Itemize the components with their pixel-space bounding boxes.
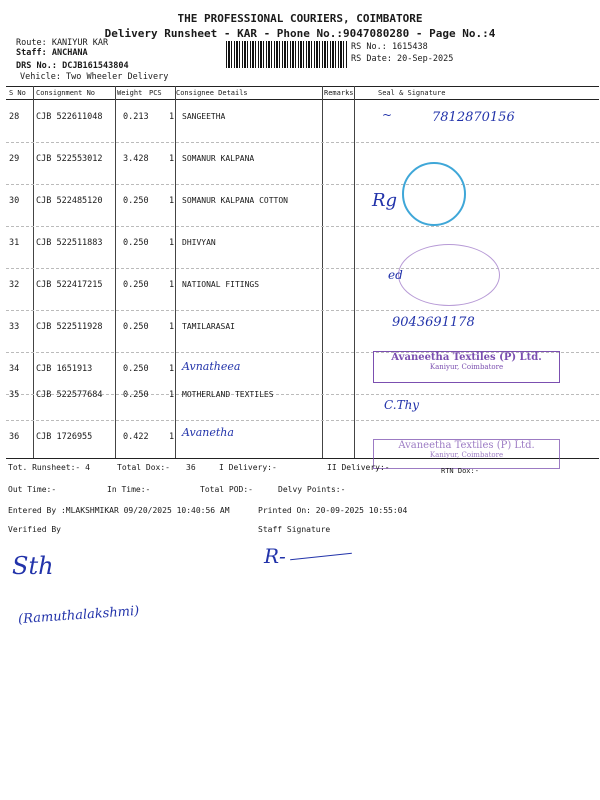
row-consignee: TAMILARASAI	[182, 322, 235, 331]
company-seal-stamp	[373, 351, 560, 383]
staff-signature-stroke	[290, 553, 352, 560]
row-sno: 32	[9, 280, 20, 290]
table-row	[6, 378, 599, 421]
col-sno: S No	[9, 89, 26, 97]
row-consignee: NATIONAL FITINGS	[182, 280, 260, 289]
row-consignment: CJB 1651913	[36, 364, 93, 374]
row-pcs: 1	[169, 238, 175, 248]
row-consignment: CJB 1726955	[36, 432, 93, 442]
row-weight: 0.213	[123, 112, 149, 122]
row-sno: 28	[9, 112, 20, 122]
vehicle: Vehicle: Two Wheeler Delivery	[20, 72, 169, 82]
staff-name: ANCHANA	[51, 48, 88, 58]
row-weight: 0.250	[123, 364, 149, 374]
row-pcs: 1	[169, 322, 175, 332]
total-dox: Total Dox:-	[117, 463, 170, 472]
row-consignee-handwritten: Avanetha	[182, 426, 234, 439]
row-weight: 0.422	[123, 432, 149, 442]
company-name: THE PROFESSIONAL COURIERS, COIMBATORE	[177, 12, 423, 25]
row-sno: 29	[9, 154, 20, 164]
row-pcs: 1	[169, 196, 175, 206]
table-row	[6, 142, 599, 185]
row-pcs: 1	[169, 432, 175, 442]
round-company-stamp	[402, 162, 466, 226]
tot-runsheet: Tot. Runsheet:- 4	[8, 463, 90, 472]
drs-no	[16, 61, 129, 71]
row-pcs: 1	[169, 112, 175, 122]
verifier-name-handwritten: (Ramuthalakshmi)	[17, 603, 140, 628]
col-consignee: Consignee Details	[176, 89, 248, 97]
staff-label: Staff:	[16, 48, 47, 58]
row-consignment: CJB 522511883	[36, 238, 103, 248]
total-dox-value: 36	[186, 463, 196, 472]
row-weight: 0.250	[123, 196, 149, 206]
col-pcs: PCS	[149, 89, 162, 97]
col-weight: Weight	[117, 89, 143, 97]
signature-national: ed	[388, 268, 403, 282]
table-row	[6, 268, 599, 311]
row-consignment: CJB 522611048	[36, 112, 103, 122]
staff-signature-label: Staff Signature	[258, 525, 331, 534]
row-sno: 33	[9, 322, 20, 332]
row-consignee: MOTHERLAND TEXTILES	[182, 390, 274, 399]
total-pod: Total POD:-	[200, 485, 253, 494]
signature-sangeetha: ~	[382, 108, 393, 122]
row-consignee: DHIVYAN	[182, 238, 216, 247]
row-consignment: CJB 522485120	[36, 196, 103, 206]
signature-kalpana: Rg	[372, 190, 398, 211]
row-pcs: 1	[169, 280, 175, 290]
row-weight: 0.250	[123, 238, 149, 248]
stamp2-company-name: Avaneetha Textiles (P) Ltd.	[398, 440, 535, 451]
drs-label: DRS No.:	[16, 61, 57, 71]
stamp2-location: Kaniyur, Coimbatore	[429, 451, 504, 459]
entered-by: Entered By :MLAKSHMIKAR 09/20/2025 10:40:56 AM	[8, 506, 230, 515]
stamp-company-name: Avaneetha Textiles (P) Ltd.	[391, 352, 542, 363]
row-consignee: SOMANUR KALPANA	[182, 154, 255, 163]
staff	[16, 48, 88, 58]
handwritten-phone-1: 7812870156	[432, 110, 515, 125]
staff-signature: R-	[264, 544, 286, 568]
col-consignment: Consignment No	[36, 89, 96, 97]
faint-round-stamp	[398, 244, 500, 306]
row-consignment: CJB 522577684	[36, 390, 103, 400]
row-consignment: CJB 522417215	[36, 280, 103, 290]
row-weight: 0.250	[123, 390, 149, 400]
verifier-signature: Sth	[12, 552, 54, 580]
table-row	[6, 226, 599, 269]
company-seal-stamp-2	[373, 439, 560, 469]
row-sno: 36	[9, 432, 20, 442]
route: Route: KANIYUR KAR	[16, 38, 109, 48]
rs-no: RS No.: 1615438	[351, 42, 428, 52]
printed-on: Printed On: 20-09-2025 10:55:04	[258, 506, 408, 515]
runsheet-title: Delivery Runsheet - KAR - Phone No.:9047080280 - Page No.:4	[104, 27, 496, 40]
row-sno: 31	[9, 238, 20, 248]
row-pcs: 1	[169, 154, 175, 164]
row-consignee-handwritten: Avnatheea	[182, 360, 241, 373]
verified-by-label: Verified By	[8, 525, 61, 534]
out-time: Out Time:-	[8, 485, 57, 494]
i-delivery: I Delivery:-	[219, 463, 277, 472]
delvy-points: Delvy Points:-	[278, 485, 346, 494]
barcode	[226, 41, 348, 68]
table-row	[6, 310, 599, 353]
row-pcs: 1	[169, 364, 175, 374]
row-consignee: SOMANUR KALPANA COTTON	[182, 196, 288, 205]
row-weight: 3.428	[123, 154, 149, 164]
row-sno: 35	[9, 390, 20, 400]
ii-delivery: II Delivery:-	[327, 463, 390, 472]
col-remarks: Remarks	[324, 89, 354, 97]
rs-date: RS Date: 20-Sep-2025	[351, 54, 454, 64]
row-consignment: CJB 522511928	[36, 322, 103, 332]
row-consignee: SANGEETHA	[182, 112, 226, 121]
col-seal: Seal & Signature	[378, 89, 446, 97]
drs-value: DCJB161543804	[62, 61, 129, 71]
rtn-dox: RTN Dox:-	[441, 467, 479, 475]
table-top-rule	[6, 86, 599, 87]
row-consignment: CJB 522553012	[36, 154, 103, 164]
row-pcs: 1	[169, 390, 175, 400]
row-weight: 0.250	[123, 322, 149, 332]
stamp-location: Kaniyur, Coimbatore	[429, 363, 504, 371]
table-row	[6, 184, 599, 227]
row-sno: 30	[9, 196, 20, 206]
row-weight: 0.250	[123, 280, 149, 290]
signature-motherland: C.Thy	[384, 398, 420, 412]
handwritten-phone-2: 9043691178	[392, 315, 475, 330]
row-sno: 34	[9, 364, 20, 374]
in-time: In Time:-	[107, 485, 151, 494]
